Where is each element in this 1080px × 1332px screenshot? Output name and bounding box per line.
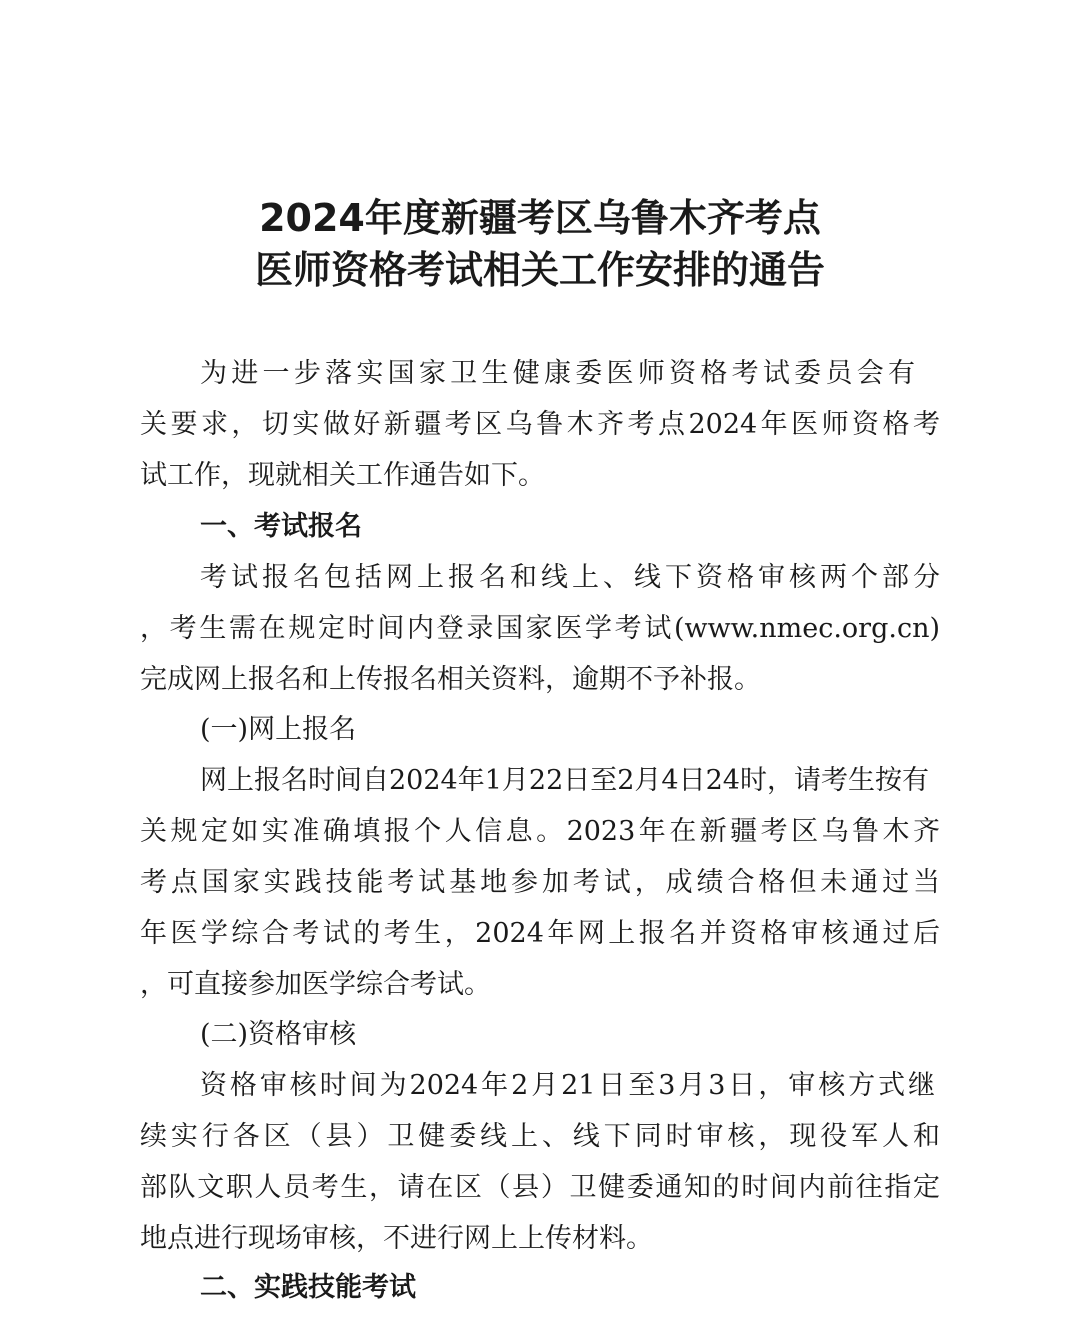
- section-1-line-3: 完成网上报名和上传报名相关资料，逾期不予补报。: [140, 664, 761, 695]
- subsection-1-line-1: 网上报名时间自2024年1月22日至2月4日24时，请考生按有: [200, 765, 929, 796]
- subsection-1-line-3: 考点国家实践技能考试基地参加考试，成绩合格但未通过当: [140, 867, 940, 898]
- intro-line-3: 试工作，现就相关工作通告如下。: [140, 460, 545, 491]
- subsection-2-line-4: 地点进行现场审核，不进行网上上传材料。: [140, 1223, 653, 1254]
- subsection-1-line-5: ，可直接参加医学综合考试。: [140, 969, 491, 1000]
- subsection-2-heading: (二)资格审核: [200, 1019, 357, 1050]
- intro-line-2: 关要求，切实做好新疆考区乌鲁木齐考点2024年医师资格考: [140, 409, 940, 440]
- section-1-line-2: ，考生需在规定时间内登录国家医学考试(www.nmec.org.cn): [140, 613, 940, 644]
- intro-line-1: 为进一步落实国家卫生健康委医师资格考试委员会有: [200, 358, 915, 389]
- section-1-line-1: 考试报名包括网上报名和线上、线下资格审核两个部分: [200, 562, 940, 593]
- document-title-line-2: 医师资格考试相关工作安排的通告: [254, 248, 825, 292]
- section-1-heading: 一、考试报名: [200, 511, 362, 542]
- subsection-2-line-2: 续实行各区（县）卫健委线上、线下同时审核，现役军人和: [140, 1121, 940, 1152]
- subsection-1-line-2: 关规定如实准确填报个人信息。2023年在新疆考区乌鲁木齐: [140, 816, 940, 847]
- subsection-2-line-1: 资格审核时间为2024年2月21日至3月3日，审核方式继: [200, 1070, 935, 1101]
- document-title-line-1: 2024年度新疆考区乌鲁木齐考点: [259, 196, 821, 240]
- subsection-1-line-4: 年医学综合考试的考生，2024年网上报名并资格审核通过后: [140, 918, 940, 949]
- subsection-2-line-3: 部队文职人员考生，请在区（县）卫健委通知的时间内前往指定: [140, 1172, 940, 1203]
- subsection-1-heading: (一)网上报名: [200, 714, 357, 745]
- section-2-heading: 二、实践技能考试: [200, 1272, 416, 1303]
